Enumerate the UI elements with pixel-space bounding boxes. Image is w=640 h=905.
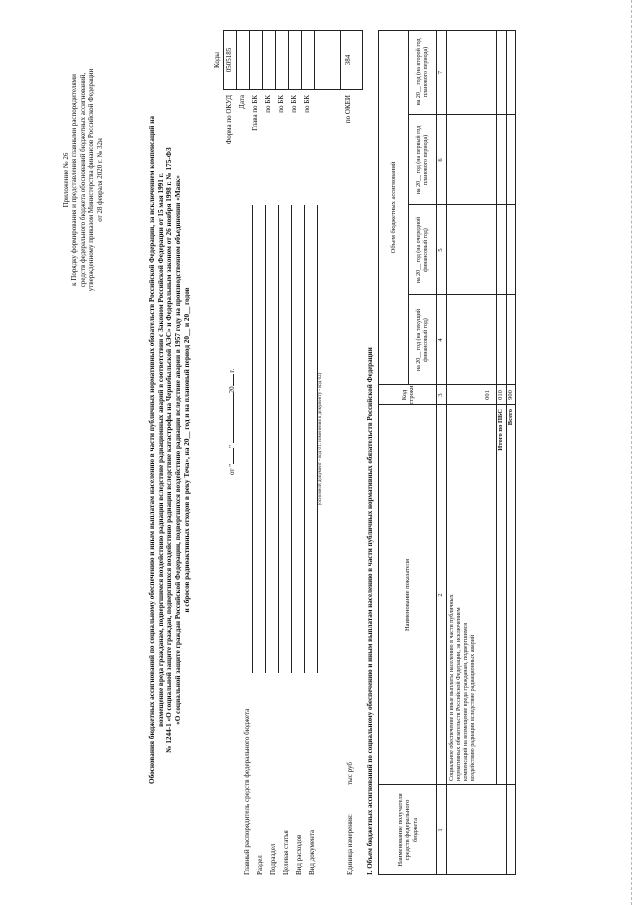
title-line: № 1244-1 «О социальной защите граждан, подвергшихся воздействию радиации вследствие катастрофы на Чернобыльской АЭС» и Федеральным законом от 26 ноября 1998 г. № 175-ФЗ xyxy=(165,147,174,753)
unit-value: тыс руб xyxy=(346,762,354,785)
field-label-doc-type: Вид документа xyxy=(308,829,316,875)
title-line: и сбросов радиоактивных отходов в реку Теча», на 20__ год и на плановый период 20__ и 20__ годов xyxy=(182,287,191,613)
code-label-razdel: по БК xyxy=(264,95,272,113)
header-col6: на 20__ год (на первый год планового периода) xyxy=(415,125,429,195)
field-underline xyxy=(304,205,305,673)
code-label-glava: Глава по БК xyxy=(251,95,259,131)
title-line: возмещение вреда гражданам, подвергшимся воздействию радиации вследствие радиационных аварий в соответствии с Законом Российской Федерации от 15 мая 1991 г. xyxy=(156,173,165,727)
field-underline xyxy=(278,205,279,673)
header-col5: на 20__ год (на очередной финансовый год) xyxy=(415,216,429,284)
table-col-divider xyxy=(408,204,516,205)
col-number: 6 xyxy=(437,158,445,162)
appendix-line: к Порядку формирования и представления главными распорядителями xyxy=(70,74,79,286)
appendix-line: средств федерального бюджета обоснований бюджетных ассигнований, xyxy=(78,72,87,288)
total-label: Всего xyxy=(507,409,514,426)
title-line: «О социальной защите граждан Российской Федерации, подвергшихся воздействию радиации вследствие аварии в 1957 году на производственном объединении «Маяк» xyxy=(173,175,182,725)
table-row-divider xyxy=(496,30,497,785)
doc-type-caption: (основной документ - код 01; изменения к документу - код 02) xyxy=(318,372,323,506)
field-underline xyxy=(252,205,253,673)
table-col-divider xyxy=(408,294,516,295)
field-label-grbs: Главный распорядитель средств федерального бюджета xyxy=(243,708,251,875)
col-number: 5 xyxy=(437,248,445,252)
code-divider xyxy=(249,30,250,90)
field-label-vr: Вид расходов xyxy=(295,834,303,875)
header-code: Код строки xyxy=(400,385,415,405)
field-label-razdel: Раздел xyxy=(256,855,264,875)
code-label-okei: по ОКЕИ xyxy=(344,95,352,124)
code-label-date: Дата xyxy=(238,95,246,109)
section-title: I. Объем бюджетных ассигнований по социальному обеспечению и иным выплатам населению в части публичных нормативных обязательств Российской Федерации xyxy=(366,347,374,875)
header-recipient: Наименование получателя средств федерального бюджета xyxy=(396,793,419,867)
field-label-csr: Целевая статья xyxy=(282,830,290,875)
header-col7: на 20__ год (на второй год планового периода) xyxy=(415,38,429,106)
table-row-divider xyxy=(446,30,447,875)
header-indicator: Наименование показателя xyxy=(404,558,412,632)
table-col-divider xyxy=(408,114,516,115)
date-day-blank xyxy=(233,448,234,464)
code-value-okud: 0505185 xyxy=(225,47,233,73)
document-title xyxy=(148,25,191,875)
code-label-vr: по БК xyxy=(303,95,311,113)
subtotal-label: Итого по ПБС xyxy=(497,409,504,451)
header-volume: Объем бюджетных ассигнований xyxy=(389,161,397,254)
col-number: 7 xyxy=(437,70,445,75)
col-number: 2 xyxy=(437,593,445,597)
code-divider xyxy=(301,30,302,90)
code-divider xyxy=(288,30,289,90)
code-label-podrazdel: по БК xyxy=(277,95,285,113)
date-month-blank xyxy=(233,393,234,443)
date-line: от "" 20 г. xyxy=(228,368,236,475)
date-year-blank xyxy=(233,374,234,386)
subtotal-code: 010 xyxy=(497,390,504,400)
codes-box xyxy=(223,30,363,90)
code-divider xyxy=(314,30,315,90)
appendix-block xyxy=(62,15,104,345)
title-line: Обоснования бюджетных ассигнований по социальному обеспечению и иным выплатам населению в части публичных нормативных обязательств Российской Федерации, за исключением компенсаций на xyxy=(148,116,156,784)
field-underline xyxy=(265,205,266,673)
scan-edge-line xyxy=(631,0,632,905)
appendix-line: Приложение № 26 xyxy=(62,152,70,208)
codes-header: Коды xyxy=(213,52,221,68)
row-indicator-text: Социальное обеспечение и иные выплаты населению в части публичных нормативных обязательств Российской Федерации, за исключением компенсаций на возмещение вреда гражданам, подвергшимся воздействию радиации вследствие радиационных аварий xyxy=(449,594,476,781)
row-code: 001 xyxy=(484,390,491,400)
col-number: 3 xyxy=(437,393,445,397)
appendix-line: от 28 февраля 2020 г. № 32н xyxy=(95,138,104,222)
col-number: 4 xyxy=(437,338,445,342)
field-underline xyxy=(291,205,292,673)
code-divider xyxy=(236,30,237,90)
code-divider xyxy=(275,30,276,90)
code-label-csr: по БК xyxy=(290,95,298,113)
code-value-okei: 384 xyxy=(344,54,352,66)
code-divider xyxy=(262,30,263,90)
field-label-podrazdel: Подраздел xyxy=(269,843,277,875)
appendix-line: утвержденному приказом Министерства финансов Российской Федерации xyxy=(87,68,96,292)
code-divider xyxy=(340,30,341,90)
header-col4: на 20__ год (на текущий финансовый год) xyxy=(415,308,429,372)
code-label-okud: Форма по ОКУД xyxy=(225,95,233,145)
col-number: 1 xyxy=(437,828,445,832)
unit-label: Единица измерения: xyxy=(346,814,354,875)
total-code: 900 xyxy=(507,390,514,400)
